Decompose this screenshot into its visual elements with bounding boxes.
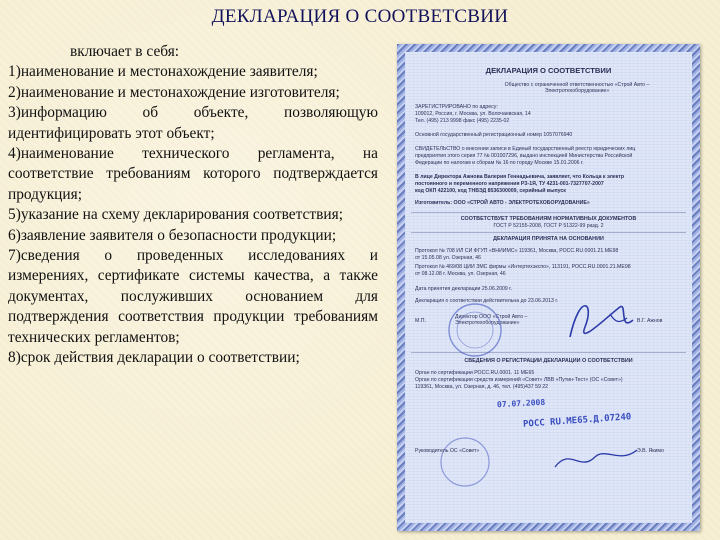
document-address: 109012, Россия, г. Москва, ул. Волочаевская, 14 — [415, 111, 531, 117]
document-manufacturer: Изготовитель: ООО «СТРОЙ АВТО - ЭЛЕКТРОТЕХОБОРУДОВАНИЕ» — [415, 200, 590, 206]
list-item: 4)наименование технического регламента, на соответствие требованиям которого подтверждается продукция; — [8, 145, 378, 203]
document-registration-line: 119361, Москва, ул. Озерная, д. 46, тел. (495)437 59 22 — [415, 384, 549, 390]
handwritten-date: 07.07.2008 — [496, 397, 546, 410]
document-registration-line: Орган по сертификации РОСС.RU.0001. 11 МЕ65 — [415, 370, 535, 376]
handwritten-registration-number: РОСС RU.МЕ65.Д.07240 — [522, 412, 632, 430]
document-ogrn: Основной государственный регистрационный номер 1057076940 — [415, 132, 573, 138]
divider — [411, 352, 686, 353]
document-basis-line: от 08.12.08 г. Москва, ул. Озерная, 46 — [415, 271, 506, 277]
document-company: Общество с ограниченной ответственностью «Строй Авто – Электротехоборудование» — [504, 82, 650, 94]
document-basis-line: от 15.05.08 ул. Озерная, 46 — [415, 255, 481, 261]
list-item: 8)срок действия декларации о соответствии; — [8, 349, 300, 367]
document-signer-name: В.Г. Ажнов — [637, 318, 663, 324]
document-sheet — [405, 52, 692, 523]
document-registered: ЗАРЕГИСТРИРОВАНО по адресу: — [415, 104, 498, 110]
list-item: 5)указание на схему декларирования соответствия; — [8, 206, 343, 224]
document-registration-heading: СВЕДЕНИЯ О РЕГИСТРАЦИИ ДЕКЛАРАЦИИ О СООТВЕТСТВИИ — [464, 358, 633, 364]
document-standards: ГОСТ Р 52155-2008, ГОСТ Р 51322-99 разд. 2 — [493, 223, 604, 229]
list-item: 7)сведения о проведенных исследованиях и измерениях, сертификате системы качества, а также документах, послуживших основанием для подтверждения соответствия продукции требованиям технических регламентов; — [8, 247, 378, 346]
list-item: 3)информацию об объекте, позволяющую идентифицировать этот объект; — [8, 104, 378, 142]
document-date-accept: Дата принятия декларации 25.06.2009 г. — [415, 286, 512, 292]
document-certificate-line: предприятия этого серия 77 № 001007296, выдано инспекцией Министерства Российской — [415, 153, 633, 159]
intro-line: включает в себя: — [70, 43, 180, 60]
document-valid-until: Декларация о соответствии действительна до 23.06.2013 г. — [415, 298, 559, 304]
document-stamp-mark: М.П. — [415, 318, 426, 324]
document-heading: ДЕКЛАРАЦИЯ О СООТВЕТСТВИИ — [485, 66, 612, 75]
document-basis-heading: ДЕКЛАРАЦИЯ ПРИНЯТА НА ОСНОВАНИИ — [493, 236, 604, 242]
document-registration-line: Орган по сертификации средств измерений «Совет» ЛВВ «Путин-Тест» (ОС «Совет») — [415, 377, 623, 383]
list-item: 1)наименование и местонахождение заявителя; — [8, 63, 318, 81]
document-head-of-body: Руководитель ОС «Совет» — [415, 448, 480, 454]
document-basis-line: Протокол № 469/08 ЦИИ ЗМС фирмы «Интертехэкспо», 113191, РОСС.RU.0001.21.МЕ98 — [415, 264, 631, 270]
document-phone: Тел. (495) 213 9998 факс (495) 2235-02 — [415, 118, 510, 124]
list-item: 6)заявление заявителя о безопасности продукции; — [8, 226, 337, 244]
list-item: 2)наименование и местонахождение изготовителя; — [8, 83, 340, 101]
document-basis-line: Протокол № 708 ИЛ СИ ФГУП «ВНИИМС» 119361, Москва, РОСС.RU.0001.21.МЕ98 — [415, 248, 619, 254]
requirements-text — [8, 42, 378, 369]
document-signer-role: Директор ООО «Строй Авто – Электротехоборудование» — [455, 314, 528, 326]
page-title: ДЕКЛАРАЦИЯ О СООТВЕТСВИИ — [211, 6, 509, 27]
document-director: В лице Директора Ажнова Валерия Геннадьевича, заявляет, что Кольца к электр — [415, 174, 625, 180]
document-certificate-line: СВИДЕТЕЛЬСТВО о внесении записи в Единый государственный реестр юридических лиц — [415, 146, 636, 152]
declaration-document-image — [397, 44, 700, 531]
document-product-line: код ОКП 422100, код ТНВЭД 8536300009, серийный выпуск — [415, 188, 566, 194]
document-standards-heading: СООТВЕТСТВУЕТ ТРЕБОВАНИЯМ НОРМАТИВНЫХ ДОКУМЕНТОВ — [460, 216, 637, 222]
document-product-line: постоянного и переменного напряжения РЗ-1Я, ТУ 4231-001-7327707-2007 — [415, 181, 604, 187]
document-certificate-line: Федерации по налогам и сборам № 16 по городу Москве 15.01.2006 г. — [415, 160, 584, 166]
document-head-name: Э.В. Якимо — [637, 448, 664, 454]
